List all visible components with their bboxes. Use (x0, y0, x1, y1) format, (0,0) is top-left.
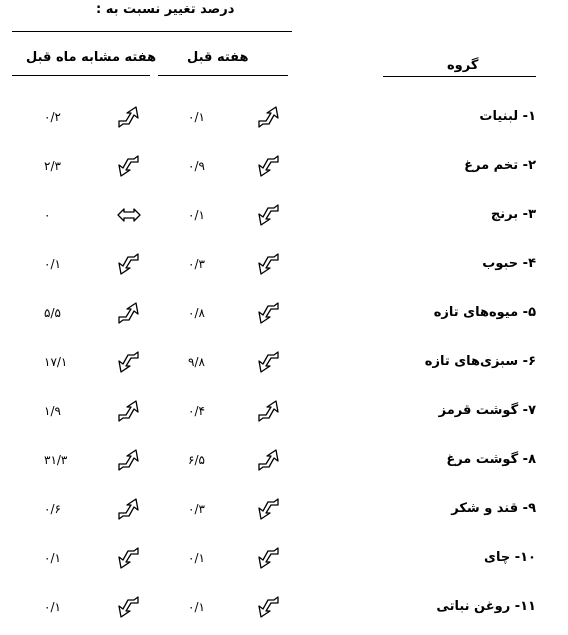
down-arrow-icon (256, 545, 282, 571)
up-arrow-icon (116, 300, 142, 326)
up-arrow-icon (116, 104, 142, 130)
same-week-prev-month-change-value: ۵/۵ (44, 306, 61, 320)
table-row (0, 347, 568, 377)
same-week-prev-month-change-value: ۰ (44, 208, 51, 222)
column-header-underline (158, 75, 288, 76)
prev-week-change-value: ۰/۸ (188, 306, 205, 320)
column-header-underline (383, 76, 536, 77)
group-label: ۱۰- چای (484, 550, 536, 565)
table-row (0, 494, 568, 524)
prev-week-change-value: ۰/۳ (188, 257, 205, 271)
group-label: ۳- برنج (490, 207, 536, 222)
down-arrow-icon (116, 349, 142, 375)
up-arrow-icon (256, 447, 282, 473)
same-week-prev-month-change-value: ۰/۱ (44, 551, 61, 565)
down-arrow-icon (256, 594, 282, 620)
no-change-arrow-icon (116, 202, 142, 228)
same-week-prev-month-change-value: ۱/۹ (44, 404, 61, 418)
prev-week-change-value: ۰/۱ (188, 110, 205, 124)
down-arrow-icon (256, 251, 282, 277)
table-row (0, 249, 568, 279)
group-label: ۵- میوه‌های تازه (433, 305, 536, 320)
up-arrow-icon (116, 398, 142, 424)
column-header-underline (12, 75, 150, 76)
group-label: ۲- تخم مرغ (464, 158, 536, 173)
prev-week-change-value: ۰/۳ (188, 502, 205, 516)
column-header-prev-week: هفته قبل (187, 50, 249, 65)
down-arrow-icon (256, 496, 282, 522)
down-arrow-icon (116, 594, 142, 620)
down-arrow-icon (116, 153, 142, 179)
down-arrow-icon (116, 545, 142, 571)
up-arrow-icon (116, 496, 142, 522)
table-row (0, 151, 568, 181)
prev-week-change-value: ۰/۹ (188, 159, 205, 173)
table-row (0, 200, 568, 230)
group-label: ۶- سبزی‌های تازه (424, 354, 536, 369)
column-header-same-week-prev-month: هفته مشابه ماه قبل (26, 50, 157, 65)
prev-week-change-value: ۰/۱ (188, 551, 205, 565)
down-arrow-icon (256, 349, 282, 375)
table-row (0, 102, 568, 132)
down-arrow-icon (256, 202, 282, 228)
same-week-prev-month-change-value: ۰/۱ (44, 600, 61, 614)
group-label: ۱۱- روغن نباتی (436, 599, 536, 614)
same-week-prev-month-change-value: ۲/۳ (44, 159, 61, 173)
same-week-prev-month-change-value: ۰/۱ (44, 257, 61, 271)
title-underline (12, 31, 292, 32)
up-arrow-icon (256, 104, 282, 130)
column-header-group: گروه (447, 58, 479, 73)
table-row (0, 396, 568, 426)
down-arrow-icon (256, 153, 282, 179)
table-row (0, 543, 568, 573)
down-arrow-icon (116, 251, 142, 277)
group-label: ۷- گوشت قرمز (438, 403, 536, 418)
prev-week-change-value: ۰/۱ (188, 208, 205, 222)
up-arrow-icon (116, 447, 142, 473)
table-title: درصد تغییر نسبت به : (96, 2, 235, 17)
same-week-prev-month-change-value: ۳۱/۳ (44, 453, 68, 467)
group-label: ۸- گوشت مرغ (446, 452, 536, 467)
table-row (0, 445, 568, 475)
table-row (0, 592, 568, 622)
same-week-prev-month-change-value: ۰/۶ (44, 502, 61, 516)
group-label: ۱- لبنیات (479, 109, 536, 124)
prev-week-change-value: ۰/۴ (188, 404, 205, 418)
prev-week-change-value: ۰/۱ (188, 600, 205, 614)
group-label: ۴- حبوب (482, 256, 536, 271)
down-arrow-icon (256, 300, 282, 326)
prev-week-change-value: ۶/۵ (188, 453, 205, 467)
table-row (0, 298, 568, 328)
up-arrow-icon (256, 398, 282, 424)
same-week-prev-month-change-value: ۰/۲ (44, 110, 61, 124)
group-label: ۹- قند و شکر (451, 501, 536, 516)
prev-week-change-value: ۹/۸ (188, 355, 205, 369)
same-week-prev-month-change-value: ۱۷/۱ (44, 355, 68, 369)
